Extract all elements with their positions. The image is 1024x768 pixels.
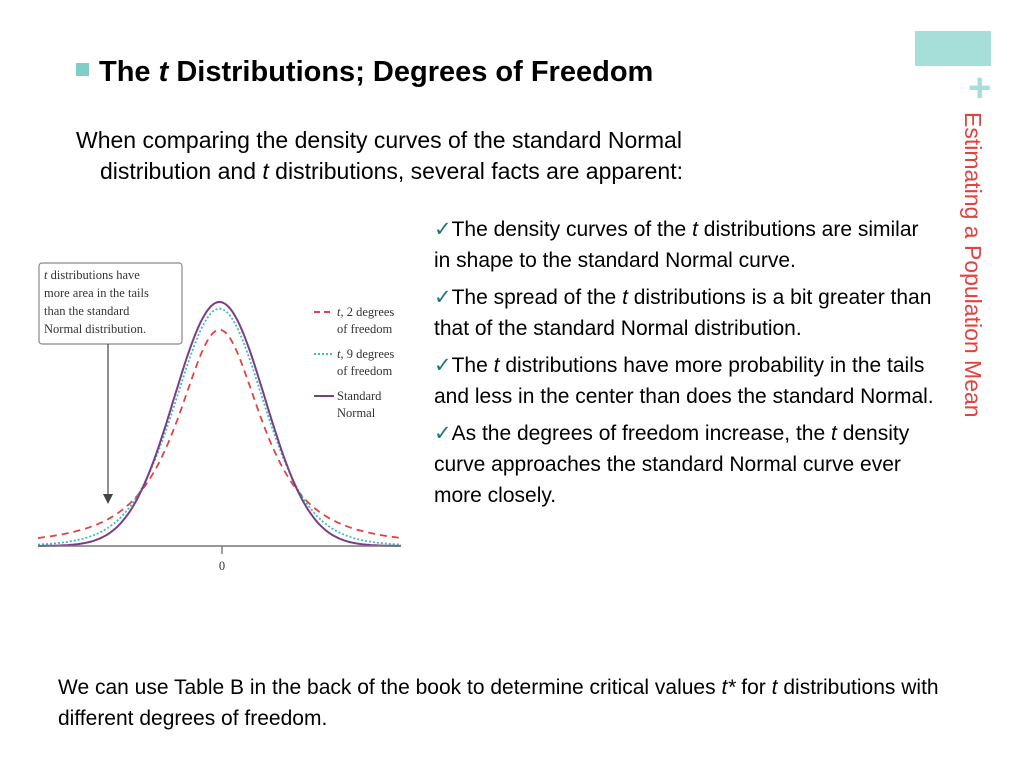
arrow-down-icon [103,494,113,504]
series-line-t2 [38,330,401,538]
check-icon: ✓ [434,422,452,445]
square-bullet-icon [76,63,89,76]
legend [314,305,394,420]
fact-italic: t [831,422,837,445]
fact-item [434,282,934,344]
annotation-box [39,263,182,344]
legend-text: , 2 degrees [340,305,395,319]
fact-item [434,214,934,276]
fact-item [434,418,934,511]
footer-post: distributions with different degrees of freedom. [58,676,939,730]
fact-post: distributions is a bit greater than that of the standard Normal distribution. [434,286,932,340]
intro-line-1: When comparing the density curves of the standard Normal [76,127,682,153]
facts-list [434,214,934,517]
annotation-line-4: Normal distribution. [44,322,147,336]
fact-italic: t [622,286,628,309]
intro-text [76,125,836,187]
fact-item [434,350,934,412]
legend-label-t9-line-1 [337,347,394,361]
legend-label-t2-line-2: of freedom [337,322,393,336]
check-icon: ✓ [434,354,452,377]
legend-italic: t [337,347,341,361]
footer-italic-2: t [771,676,778,699]
fact-pre: The [451,354,488,377]
heading-pre: The [99,56,151,88]
density-chart [36,258,406,578]
check-icon: ✓ [434,218,452,241]
intro-line-2-italic: t [262,158,269,184]
fact-pre: The spread of the [451,286,617,309]
heading-italic: t [158,56,169,88]
annotation-line-1 [44,268,140,282]
legend-label-t9-line-2: of freedom [337,364,393,378]
fact-post: distributions are similar in shape to the standard Normal curve. [434,218,919,272]
legend-text: , 9 degrees [340,347,395,361]
footer-mid: for [741,676,766,699]
accent-box [915,31,991,66]
fact-italic: t [493,354,500,377]
footer-text [58,672,958,734]
footer-pre: We can use Table B in the back of the book to determine critical values [58,676,716,699]
annotation-line-3: than the standard [44,304,130,318]
slide-heading [76,56,653,89]
fact-post: distributions have more probability in the tails and less in the center than does the standard Normal. [434,354,934,408]
check-icon: ✓ [434,286,452,309]
fact-pre: As the degrees of freedom increase, the [451,422,826,445]
intro-line-2 [76,156,836,187]
heading-post: Distributions; Degrees of Freedom [176,56,654,88]
annotation-line-2: more area in the tails [44,286,149,300]
x-tick-label: 0 [218,559,226,573]
fact-post: density curve approaches the standard Normal curve ever more closely. [434,422,910,507]
legend-italic: t [337,305,341,319]
annotation-italic: t [44,268,48,282]
legend-label-normal-line-1: Standard [337,389,382,403]
fact-pre: The density curves of the [451,218,687,241]
intro-line-2-post: distributions, several facts are apparent: [275,158,683,184]
intro-line-2-pre: distribution and [100,158,256,184]
annotation-line-1-text: distributions have [50,268,140,282]
footer-italic-1: t* [721,676,736,699]
plus-icon: + [968,66,992,110]
side-title: Estimating a Population Mean [960,112,986,418]
legend-label-t2-line-1 [337,305,394,319]
legend-label-normal-line-2: Normal [337,406,376,420]
fact-italic: t [692,218,698,241]
